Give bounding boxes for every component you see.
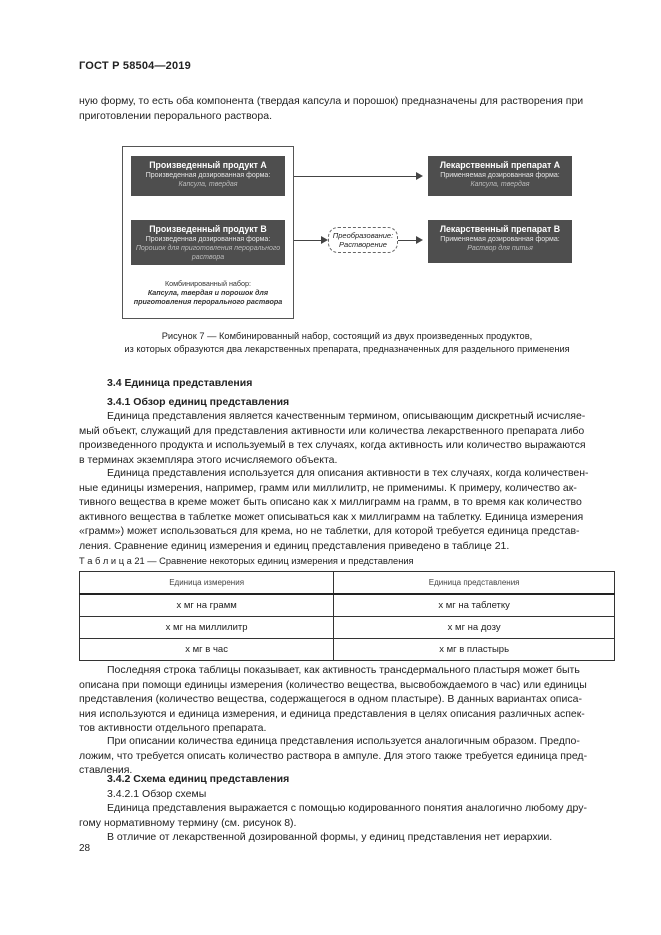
arrow-a-line	[294, 176, 417, 177]
product-a-title: Произведенный продукт А	[149, 160, 267, 170]
intro-line: приготовлении перорального раствора.	[79, 109, 272, 122]
figure-caption	[79, 330, 615, 356]
table-21-caption: Т а б л и ц а 21 — Сравнение некоторых единиц измерения и представления	[79, 556, 414, 566]
table-row	[80, 639, 615, 661]
text-line: В отличие от лекарственной дозированной формы, у единиц представления нет иерархии.	[107, 831, 553, 843]
text-line: представления (количество вещества, содержащегося в одном пластыре). В данных вариантах описа-	[79, 693, 582, 705]
table-cell: x мг на таблетку	[334, 594, 615, 617]
table-header-row	[80, 572, 615, 595]
paragraph-341-1	[79, 409, 615, 467]
text-line: в терминах экземпляра этого исчисляемого объекта.	[79, 453, 338, 466]
paragraph-after-table-2	[79, 734, 615, 778]
text-line: ные единицы измерения, например, грамм или миллилитр, не применимы. К примеру, количество ак-	[79, 481, 577, 494]
table-cell: x мг в пластырь	[334, 639, 615, 661]
table-header-cell: Единица представления	[334, 572, 615, 595]
section-3-4-2-1-title: 3.4.2.1 Обзор схемы	[107, 788, 207, 800]
drug-a-box	[428, 156, 572, 196]
drug-a-value: Капсула, твердая	[470, 181, 530, 188]
product-a-label: Произведенная дозированная форма:	[145, 172, 271, 179]
text-line: ложим, что требуется описать количество раствора в ампуле. Для этого также требуется единица пред-	[79, 749, 588, 762]
arrow-b2-head-icon	[416, 236, 423, 244]
text-line: тов активности отдельного препарата.	[79, 722, 267, 734]
arrow-a-head-icon	[416, 172, 423, 180]
product-a-box	[131, 156, 285, 196]
figure-caption-line: Рисунок 7 — Комбинированный набор, состоящий из двух произведенных продуктов,	[161, 331, 533, 341]
paragraph-342-1	[79, 801, 615, 830]
text-line: Единица представления используется для описания активности в тех случаях, когда количествен-	[107, 467, 589, 479]
text-line: При описании количества единица представления используется аналогичным образом. Предпо-	[107, 735, 580, 747]
intro-paragraph	[79, 94, 615, 123]
document-header: ГОСТ Р 58504—2019	[79, 60, 191, 72]
section-3-4-title: 3.4 Единица представления	[107, 377, 253, 389]
table-cell: x мг в час	[80, 639, 334, 661]
text-line: Единица представления выражается с помощью кодированного понятия аналогично любому дру-	[107, 802, 588, 814]
transform-box: Преобразование: Растворение	[328, 227, 398, 253]
text-line: мый объект, служащий для представления активности или количества лекарственного препарата либо	[79, 424, 585, 437]
arrow-b1-line	[294, 240, 322, 241]
drug-a-label: Применяемая дозированная форма:	[440, 172, 560, 179]
table-row	[80, 617, 615, 639]
table-cell: x мг на дозу	[334, 617, 615, 639]
text-line: ления. Сравнение единиц измерения и единиц представления приведено в таблице 21.	[79, 539, 510, 552]
text-line: «грамм») может использоваться для крема, но не таблетки, для которой требуется единица представ-	[79, 525, 580, 537]
product-a-value: Капсула, твердая	[178, 181, 238, 188]
product-b-title: Произведенный продукт В	[149, 224, 267, 234]
text-line: ставления.	[79, 764, 133, 776]
paragraph-341-2	[79, 466, 615, 553]
text-line: гому нормативному термину (см. рисунок 8).	[79, 816, 297, 829]
product-b-box	[131, 220, 285, 265]
drug-a-title: Лекарственный препарат А	[439, 160, 561, 170]
table-21	[79, 571, 615, 661]
figure-caption-line: из которых образуются два лекарственных препарата, предназначенных для раздельного применения	[124, 344, 570, 354]
kit-label: Комбинированный набор:	[164, 279, 252, 288]
text-line: Последняя строка таблицы показывает, как активность трансдермального пластыря может быть	[107, 664, 580, 676]
kit-value: Капсула, твердая и порошок для приготовления перорального раствора	[133, 288, 283, 306]
table-cell: x мг на миллилитр	[80, 617, 334, 639]
product-b-label: Произведенная дозированная форма:	[145, 236, 271, 243]
paragraph-after-table-1	[79, 663, 615, 736]
drug-b-value: Раствор для питья	[467, 245, 533, 252]
text-line: Единица представления является качественным термином, описывающим дискретный исчисляе-	[107, 410, 586, 422]
page-number: 28	[79, 843, 91, 854]
arrow-b2-line	[398, 240, 417, 241]
text-line: произведенного продукта и используемый в тех случаях, когда активность или количество выражаются	[79, 439, 586, 451]
paragraph-342-2	[79, 830, 615, 845]
product-b-value: Порошок для приготовления перорального раствора	[135, 245, 281, 261]
drug-b-title: Лекарственный препарат В	[439, 224, 561, 234]
text-line: активного вещества в таблетке может описываться как x миллиграмм на таблетку. Единица измерения	[79, 510, 584, 523]
table-row	[80, 594, 615, 617]
text-line: тивного вещества в креме может быть описано как x миллиграмм на грамм, в то время как количество	[79, 496, 582, 508]
section-3-4-2-title: 3.4.2 Схема единиц представления	[107, 773, 290, 785]
drug-b-label: Применяемая дозированная форма:	[440, 236, 560, 243]
table-header-cell: Единица измерения	[80, 572, 334, 595]
table-cell: x мг на грамм	[80, 594, 334, 617]
text-line: ния используются и единица измерения, и единица представления в целях описания различных аспек-	[79, 707, 585, 720]
text-line: описана при помощи единицы измерения (количество вещества, высвобождаемого в час) или единицы	[79, 678, 587, 691]
combined-kit-label	[126, 279, 290, 306]
intro-line: ную форму, то есть оба компонента (твердая капсула и порошок) предназначены для растворения при	[79, 95, 584, 107]
arrow-b1-head-icon	[321, 236, 328, 244]
section-3-4-1-title: 3.4.1 Обзор единиц представления	[107, 396, 290, 408]
drug-b-box	[428, 220, 572, 263]
